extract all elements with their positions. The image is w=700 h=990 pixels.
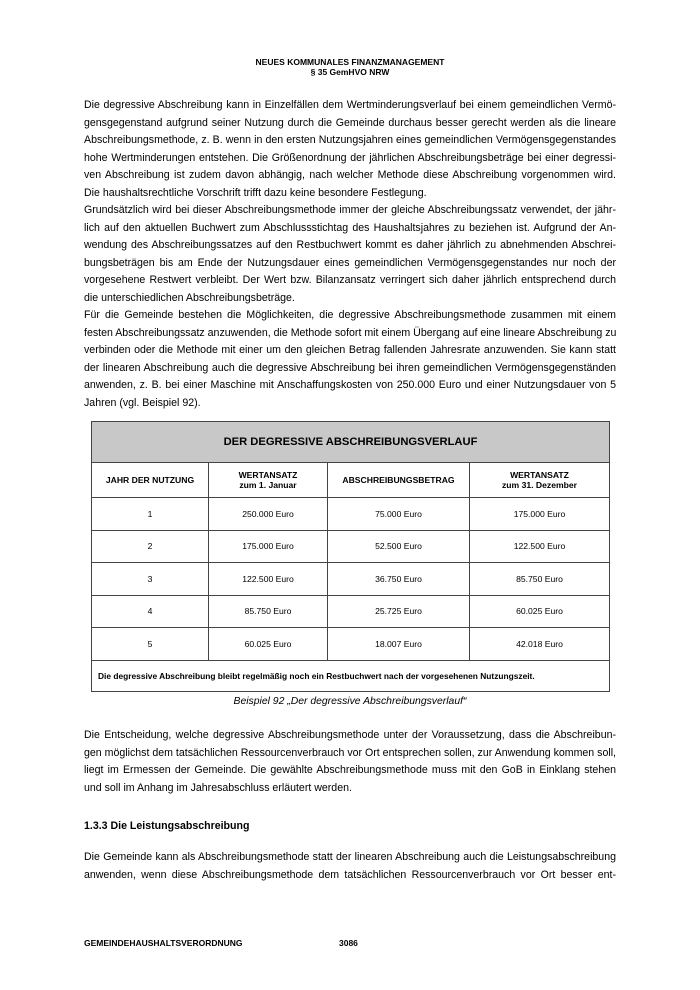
- paragraph-5: [84, 849, 616, 884]
- table-row: [92, 595, 610, 628]
- paragraph-line: wendung des Abschreibungssatzes auf den Restbuchwert kommt es daher jährlich zu abnehmenden Abschrei-: [84, 239, 616, 251]
- paragraph-line: ven Abschreibung ist zudem davon abhängig, nach welcher Methode diese Abschreibung vorgenommen wird.: [84, 169, 616, 181]
- paragraph-line: die unterschiedlichen Abschreibungsbeträge.: [84, 291, 295, 304]
- table-cell: 60.025 Euro: [209, 628, 328, 661]
- table-cell: 42.018 Euro: [470, 628, 610, 661]
- paragraph-line: gen möglichst dem tatsächlichen Ressourcenverbrauch vor Ort entsprechen sollen, zur Anwendung kommen soll,: [84, 746, 616, 759]
- table-cell: 75.000 Euro: [328, 498, 470, 531]
- table-cell: 36.750 Euro: [328, 563, 470, 596]
- paragraph-line: Die Entscheidung, welche degressive Abschreibungsmethode unter der Voraussetzung, dass die Abschreibun-: [84, 729, 616, 741]
- depreciation-table: [91, 421, 610, 692]
- table-cell: 52.500 Euro: [328, 530, 470, 563]
- table-cell: 25.725 Euro: [328, 595, 470, 628]
- table-cell: 175.000 Euro: [209, 530, 328, 563]
- paragraph-line: Jahren (vgl. Beispiel 92).: [84, 396, 201, 409]
- paragraph-1: [84, 97, 616, 202]
- table-cell: 4: [92, 595, 209, 628]
- paragraph-line: bungsbeträgen bis am Ende der Nutzungsdauer eines gemeindlichen Vermögensgegenstandes nur noch der: [84, 256, 616, 269]
- page-header: [0, 57, 700, 77]
- table-title: DER DEGRESSIVE ABSCHREIBUNGSVERLAUF: [92, 422, 610, 463]
- paragraph-line: Abschreibungsmethode, z. B. wenn in den ersten Nutzungsjahren eines gemeindlichen Vermögensgegenstandes: [84, 134, 616, 146]
- table-cell: 1: [92, 498, 209, 531]
- section-heading: 1.3.3 Die Leistungsabschreibung: [84, 820, 250, 832]
- paragraph-line: und soll im Anhang im Jahresabschluss erläutert werden.: [84, 781, 352, 794]
- table-row: [92, 498, 610, 531]
- paragraph-line: Für die Gemeinde bestehen die Möglichkeiten, die degressive Abschreibungsmethode zusammen mit einem: [84, 309, 616, 321]
- table-caption: Beispiel 92 „Der degressive Abschreibungsverlauf“: [233, 696, 467, 707]
- table-cell: 175.000 Euro: [470, 498, 610, 531]
- header-title: NEUES KOMMUNALES FINANZMANAGEMENT: [255, 57, 445, 67]
- paragraph-line: anwenden, z. B. bei einer Maschine mit Anschaffungskosten von 250.000 Euro und einer Nutzungsdauer von 5: [84, 379, 616, 391]
- table-cell: 2: [92, 530, 209, 563]
- column-header: ABSCHREIBUNGSBETRAG: [328, 463, 470, 498]
- column-header: JAHR DER NUTZUNG: [92, 463, 209, 498]
- table-cell: 3: [92, 563, 209, 596]
- table-footnote: Die degressive Abschreibung bleibt regelmäßig noch ein Restbuchwert nach der vorgesehenen Nutzungszeit.: [92, 660, 610, 691]
- paragraph-line: Die Gemeinde kann als Abschreibungsmethode statt der linearen Abschreibung auch die Leistungsabschreibung: [84, 851, 616, 863]
- paragraph-2: [84, 202, 616, 307]
- paragraph-line: lich auf den aktuellen Buchwert zum Abschlussstichtag des Haushaltsjahres zu beziehen ist. Aufgrund der An-: [84, 221, 616, 234]
- table-cell: 85.750 Euro: [470, 563, 610, 596]
- header-subtitle: § 35 GemHVO NRW: [310, 67, 390, 77]
- table-cell: 122.500 Euro: [209, 563, 328, 596]
- table-cell: 85.750 Euro: [209, 595, 328, 628]
- paragraph-line: anwenden, wenn diese Abschreibungsmethode dem tatsächlichen Ressourcenverbrauch vor Ort besser ent-: [84, 868, 616, 881]
- table-cell: 60.025 Euro: [470, 595, 610, 628]
- table-header-row: [92, 463, 610, 498]
- paragraph-line: Die haushaltsrechtliche Vorschrift trifft dazu keine besondere Festlegung.: [84, 186, 427, 199]
- paragraph-line: Die degressive Abschreibung kann in Einzelfällen dem Wertminderungsverlauf bei einem gemeindlichen Vermö-: [84, 99, 616, 111]
- paragraph-3: [84, 307, 616, 412]
- table-cell: 5: [92, 628, 209, 661]
- page-number: 3086: [339, 938, 358, 948]
- table-cell: 250.000 Euro: [209, 498, 328, 531]
- paragraph-line: festen Abschreibungssatz anzuwenden, die Methode sofort mit einem Übergang auf eine lineare Abschreibung zu: [84, 326, 617, 339]
- column-header: WERTANSATZ zum 1. Januar: [209, 463, 328, 498]
- paragraph-line: Grundsätzlich wird bei dieser Abschreibungsmethode immer der gleiche Abschreibungssatz verwendet, der jähr-: [84, 204, 616, 216]
- table-cell: 122.500 Euro: [470, 530, 610, 563]
- table-row: [92, 563, 610, 596]
- paragraph-line: verbinden oder die Methode mit einer um den gleichen Betrag fallenden Jahresrate anzuwenden. Sie kann statt: [84, 344, 616, 356]
- table-row: [92, 628, 610, 661]
- table-cell: 18.007 Euro: [328, 628, 470, 661]
- paragraph-line: hohe Wertminderungen entstehen. Die Größenordnung der jährlichen Abschreibungsbeträge bei einer degressi-: [84, 151, 616, 164]
- paragraph-line: der linearen Abschreibung auch die degressive Abschreibung bei ihren gemeindlichen Vermögensgegenständen: [84, 361, 616, 374]
- column-header: WERTANSATZ zum 31. Dezember: [470, 463, 610, 498]
- table-row: [92, 530, 610, 563]
- paragraph-4: [84, 727, 616, 797]
- footer-title: GEMEINDEHAUSHALTSVERORDNUNG: [84, 938, 243, 948]
- paragraph-line: gensgegenstand aufgrund seiner Nutzung durch die Gemeinde durchaus besser gerecht werden als die lineare: [84, 116, 616, 129]
- paragraph-line: vorgesehene Restwert verbleibt. Der Wert bzw. Bilanzansatz verringert sich daher jährlich entsprechend durch: [84, 274, 616, 286]
- paragraph-line: liegt im Ermessen der Gemeinde. Die gewählte Abschreibungsmethode muss mit den GoB in Einklang stehen: [84, 764, 616, 776]
